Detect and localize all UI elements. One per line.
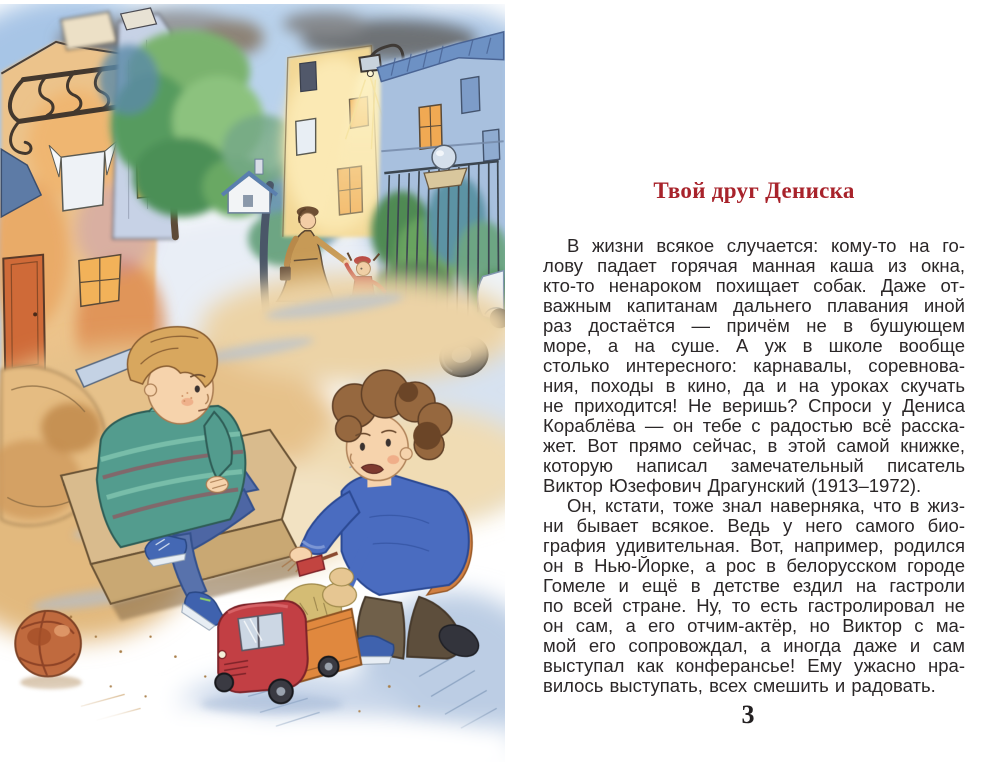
text-line: море, а на суше. А уж в школе вообще [543, 336, 965, 356]
illustration-left-page [0, 4, 505, 762]
text-line: жет. Вот прямо сейчас, в этой самой книжке, [543, 436, 965, 456]
text-line: ния, походы в кино, да и на уроках скучать [543, 376, 965, 396]
text-line: столько интересного: карнавалы, соревнова- [543, 356, 965, 376]
text-line: он в Нью-Йорке, а рос в белорусском городе [543, 556, 965, 576]
text-line: Виктор Юзефович Драгунский (1913–1972). [543, 476, 922, 496]
page-number: 3 [741, 700, 755, 729]
text-line: выступал как конферансье! Ему ужасно нра- [543, 656, 965, 676]
text-line: ни бывает всякое. Ведь у него самого био- [543, 516, 965, 536]
text-line: графия удивительная. Вот, например, родился [543, 536, 965, 556]
text-line: важным капитанам дальнего плавания иной [543, 296, 965, 316]
text-line: лову падает горячая манная каша из окна, [543, 256, 965, 276]
text-line: вилось выступать, всех смешить и радовать. [543, 676, 936, 696]
chapter-title: Твой друг Дениска [653, 178, 855, 203]
text-line: мой его сопровождал, а иногда даже и сам [543, 636, 965, 656]
text-line: не приходится! Не веришь? Спроси у Дениса [543, 396, 965, 416]
body-text [543, 236, 965, 696]
text-line: В жизни всякое случается: кому-то на го- [567, 236, 965, 256]
text-line: Кораблёва — он тебе с радостью всё расска- [543, 416, 965, 436]
text-right-page [543, 0, 965, 769]
text-line: Гомеле и ещё в детстве ездил на гастроли [543, 576, 965, 596]
stone-sphere [432, 145, 456, 169]
text-line: которую написал замечательный писатель [543, 456, 965, 476]
street-scene-illustration [0, 4, 505, 762]
text-line: Он, кстати, тоже знал наверняка, что в жиз- [567, 496, 965, 516]
text-line: он сам, а его отчим-актёр, но Виктор с ма- [543, 616, 965, 636]
text-line: по всей стране. Ну, то есть гастролировал не [543, 596, 965, 616]
text-line: кто-то ненароком похищает собак. Даже от- [543, 276, 965, 296]
text-line: раз достаётся — причём не в бушующем [543, 316, 965, 336]
